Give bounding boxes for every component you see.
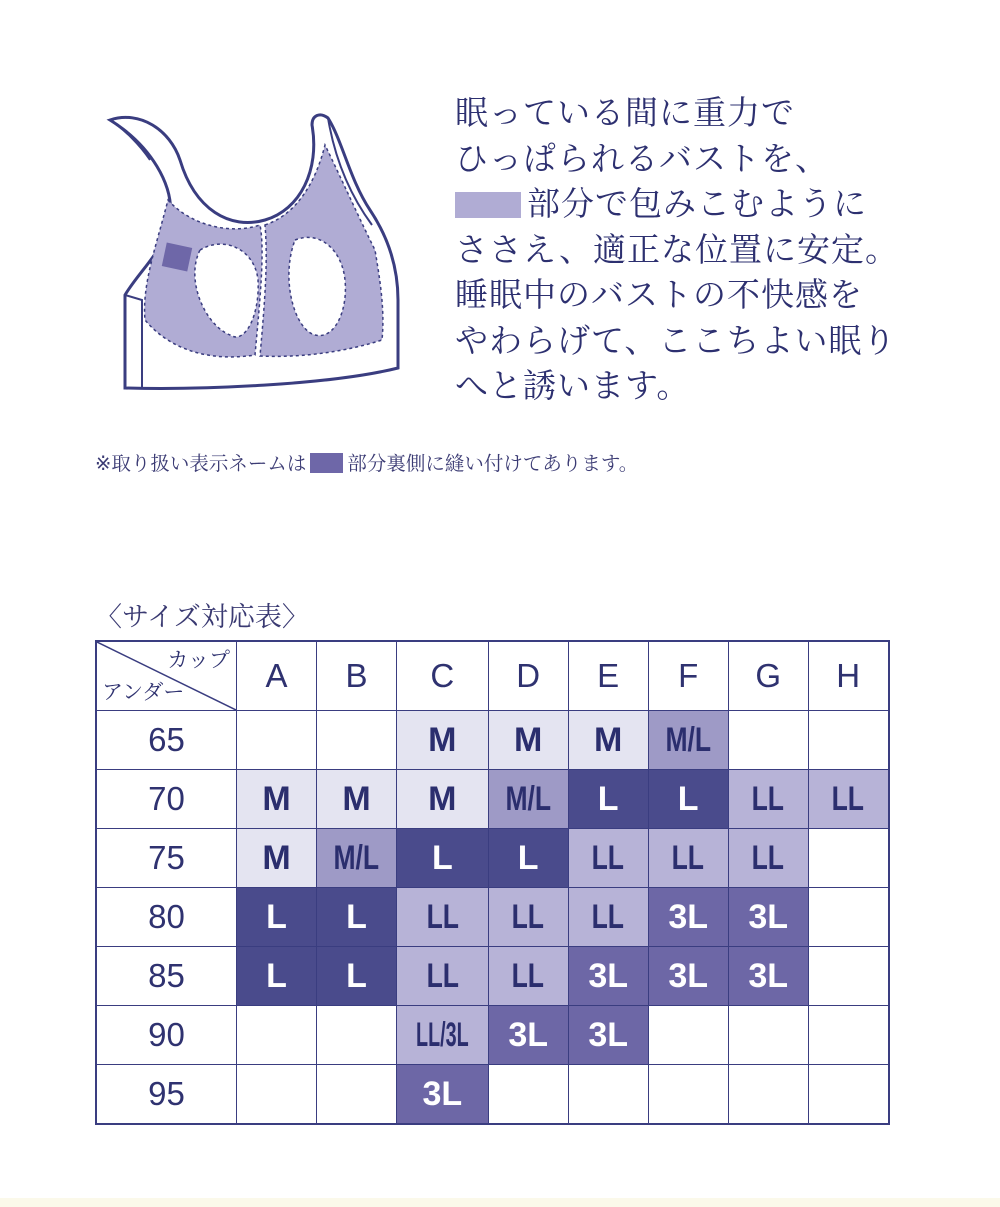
- cup-header: C: [397, 641, 489, 711]
- size-cell-empty: [728, 711, 808, 770]
- size-row: [96, 888, 889, 947]
- size-value: 3L: [748, 956, 789, 995]
- size-cell: [568, 770, 648, 829]
- size-cell-empty: [568, 1065, 648, 1125]
- under-label: アンダー: [102, 681, 185, 704]
- size-cell-empty: [648, 1006, 728, 1065]
- size-cell: [488, 1006, 568, 1065]
- size-row: [96, 947, 889, 1006]
- size-row: [96, 711, 889, 770]
- size-cell: [237, 770, 317, 829]
- description-line: 眠っている間に重力で: [455, 93, 795, 132]
- size-value: L: [431, 838, 453, 877]
- size-cell: [397, 711, 489, 770]
- size-value: 3L: [588, 1015, 629, 1054]
- size-cell: [568, 888, 648, 947]
- size-row: [96, 1065, 889, 1125]
- size-row: [96, 829, 889, 888]
- description-line: 部分で包みこむように: [527, 184, 867, 223]
- cup-header-row: [96, 641, 889, 711]
- size-value: L: [677, 779, 699, 818]
- size-value: LL: [426, 956, 459, 995]
- size-value: 3L: [508, 1015, 549, 1054]
- cup-header: B: [317, 641, 397, 711]
- size-cell: [488, 829, 568, 888]
- size-value: L: [597, 779, 619, 818]
- size-cell: [317, 888, 397, 947]
- size-cell-empty: [237, 1006, 317, 1065]
- size-cell: [397, 1065, 489, 1125]
- size-cell: [237, 829, 317, 888]
- size-cell: [397, 829, 489, 888]
- cup-header: A: [237, 641, 317, 711]
- size-cell: [397, 947, 489, 1006]
- size-value: LL/3L: [416, 1015, 469, 1054]
- size-cell: [648, 770, 728, 829]
- size-row: [96, 770, 889, 829]
- size-cell: [237, 888, 317, 947]
- size-value: LL: [831, 779, 865, 818]
- size-cell: [568, 1006, 648, 1065]
- size-value: L: [517, 838, 539, 877]
- size-value: M: [514, 720, 543, 759]
- size-cell: [397, 888, 489, 947]
- under-size-label: 80: [96, 888, 237, 947]
- size-value: M: [594, 720, 623, 759]
- under-size-label: 90: [96, 1006, 237, 1065]
- description-line: ささえ、適正な位置に安定。: [455, 229, 899, 269]
- size-cell: [488, 711, 568, 770]
- size-value: L: [266, 897, 287, 936]
- care-label-note: [95, 448, 638, 476]
- size-cell: [488, 888, 568, 947]
- description-line: 睡眠中のバストの不快感を: [455, 275, 863, 314]
- note-suffix: 部分裏側に縫い付けてあります。: [347, 452, 639, 475]
- cup-header: G: [728, 641, 808, 711]
- size-cell: [237, 947, 317, 1006]
- bottom-strip: [0, 1198, 1000, 1207]
- size-value: LL: [751, 838, 785, 877]
- support-area-swatch: [455, 192, 521, 218]
- size-cell: [397, 770, 489, 829]
- size-value: M: [262, 838, 291, 877]
- cup-label: カップ: [167, 649, 230, 672]
- under-size-label: 70: [96, 770, 237, 829]
- product-description: [455, 90, 995, 409]
- size-cell-empty: [808, 711, 889, 770]
- size-cell: [397, 1006, 489, 1065]
- description-line: ひっぱられるバストを、: [455, 138, 829, 178]
- note-prefix: ※取り扱い表示ネームは: [95, 452, 307, 475]
- size-cell: [317, 947, 397, 1006]
- size-value: 3L: [668, 956, 709, 995]
- size-cell: [728, 947, 808, 1006]
- size-cell: [568, 829, 648, 888]
- under-size-label: 85: [96, 947, 237, 1006]
- size-value: 3L: [668, 897, 709, 936]
- size-value: M/L: [333, 838, 380, 877]
- cup-header: E: [568, 641, 648, 711]
- size-cell: [648, 711, 728, 770]
- size-cell-empty: [317, 1006, 397, 1065]
- description-line: やわらげて、ここちよい眠り: [455, 320, 897, 360]
- size-cell: [728, 770, 808, 829]
- size-chart-body: [96, 711, 889, 1125]
- corner-header: [96, 641, 237, 711]
- size-value: LL: [511, 897, 545, 936]
- size-cell: [568, 947, 648, 1006]
- size-cell-empty: [488, 1065, 568, 1125]
- cup-header: D: [488, 641, 568, 711]
- size-cell: [488, 770, 568, 829]
- description-line-with-swatch: [455, 181, 995, 227]
- size-value: M/L: [505, 779, 551, 818]
- size-value: M: [428, 779, 457, 818]
- size-cell: [488, 947, 568, 1006]
- size-value: M/L: [665, 720, 711, 759]
- size-cell: [317, 829, 397, 888]
- cup-header: H: [808, 641, 889, 711]
- size-value: LL: [591, 838, 625, 877]
- size-cell-empty: [317, 1065, 397, 1125]
- bra-illustration: [80, 100, 440, 410]
- under-size-label: 95: [96, 1065, 237, 1125]
- size-value: 3L: [422, 1074, 463, 1113]
- size-value: L: [266, 956, 287, 995]
- size-cell: [808, 770, 889, 829]
- size-cell-empty: [237, 1065, 317, 1125]
- size-value: LL: [591, 897, 625, 936]
- size-value: LL: [426, 897, 459, 936]
- size-value: M: [342, 779, 371, 818]
- size-value: LL: [671, 838, 705, 877]
- size-cell-empty: [808, 947, 889, 1006]
- size-value: L: [346, 897, 367, 936]
- size-cell-empty: [648, 1065, 728, 1125]
- size-cell-empty: [808, 829, 889, 888]
- size-cell: [728, 829, 808, 888]
- size-value: LL: [511, 956, 545, 995]
- size-chart-table: [95, 640, 890, 1125]
- size-cell-empty: [237, 711, 317, 770]
- under-size-label: 75: [96, 829, 237, 888]
- size-chart-title: 〈サイズ対応表〉: [95, 602, 309, 633]
- size-cell-empty: [728, 1006, 808, 1065]
- size-cell: [568, 711, 648, 770]
- size-value: L: [346, 956, 367, 995]
- size-value: M: [262, 779, 291, 818]
- size-cell-empty: [317, 711, 397, 770]
- size-value: 3L: [588, 956, 629, 995]
- description-line: へと誘います。: [455, 366, 691, 405]
- size-cell: [648, 829, 728, 888]
- size-cell: [317, 770, 397, 829]
- size-value: 3L: [748, 897, 789, 936]
- size-cell-empty: [808, 888, 889, 947]
- size-value: LL: [751, 779, 785, 818]
- size-cell: [648, 947, 728, 1006]
- size-row: [96, 1006, 889, 1065]
- label-area-swatch: [310, 453, 343, 473]
- size-cell-empty: [808, 1065, 889, 1125]
- size-cell: [728, 888, 808, 947]
- under-size-label: 65: [96, 711, 237, 770]
- cup-header: F: [648, 641, 728, 711]
- size-cell: [648, 888, 728, 947]
- size-value: M: [428, 720, 457, 759]
- size-cell-empty: [728, 1065, 808, 1125]
- size-cell-empty: [808, 1006, 889, 1065]
